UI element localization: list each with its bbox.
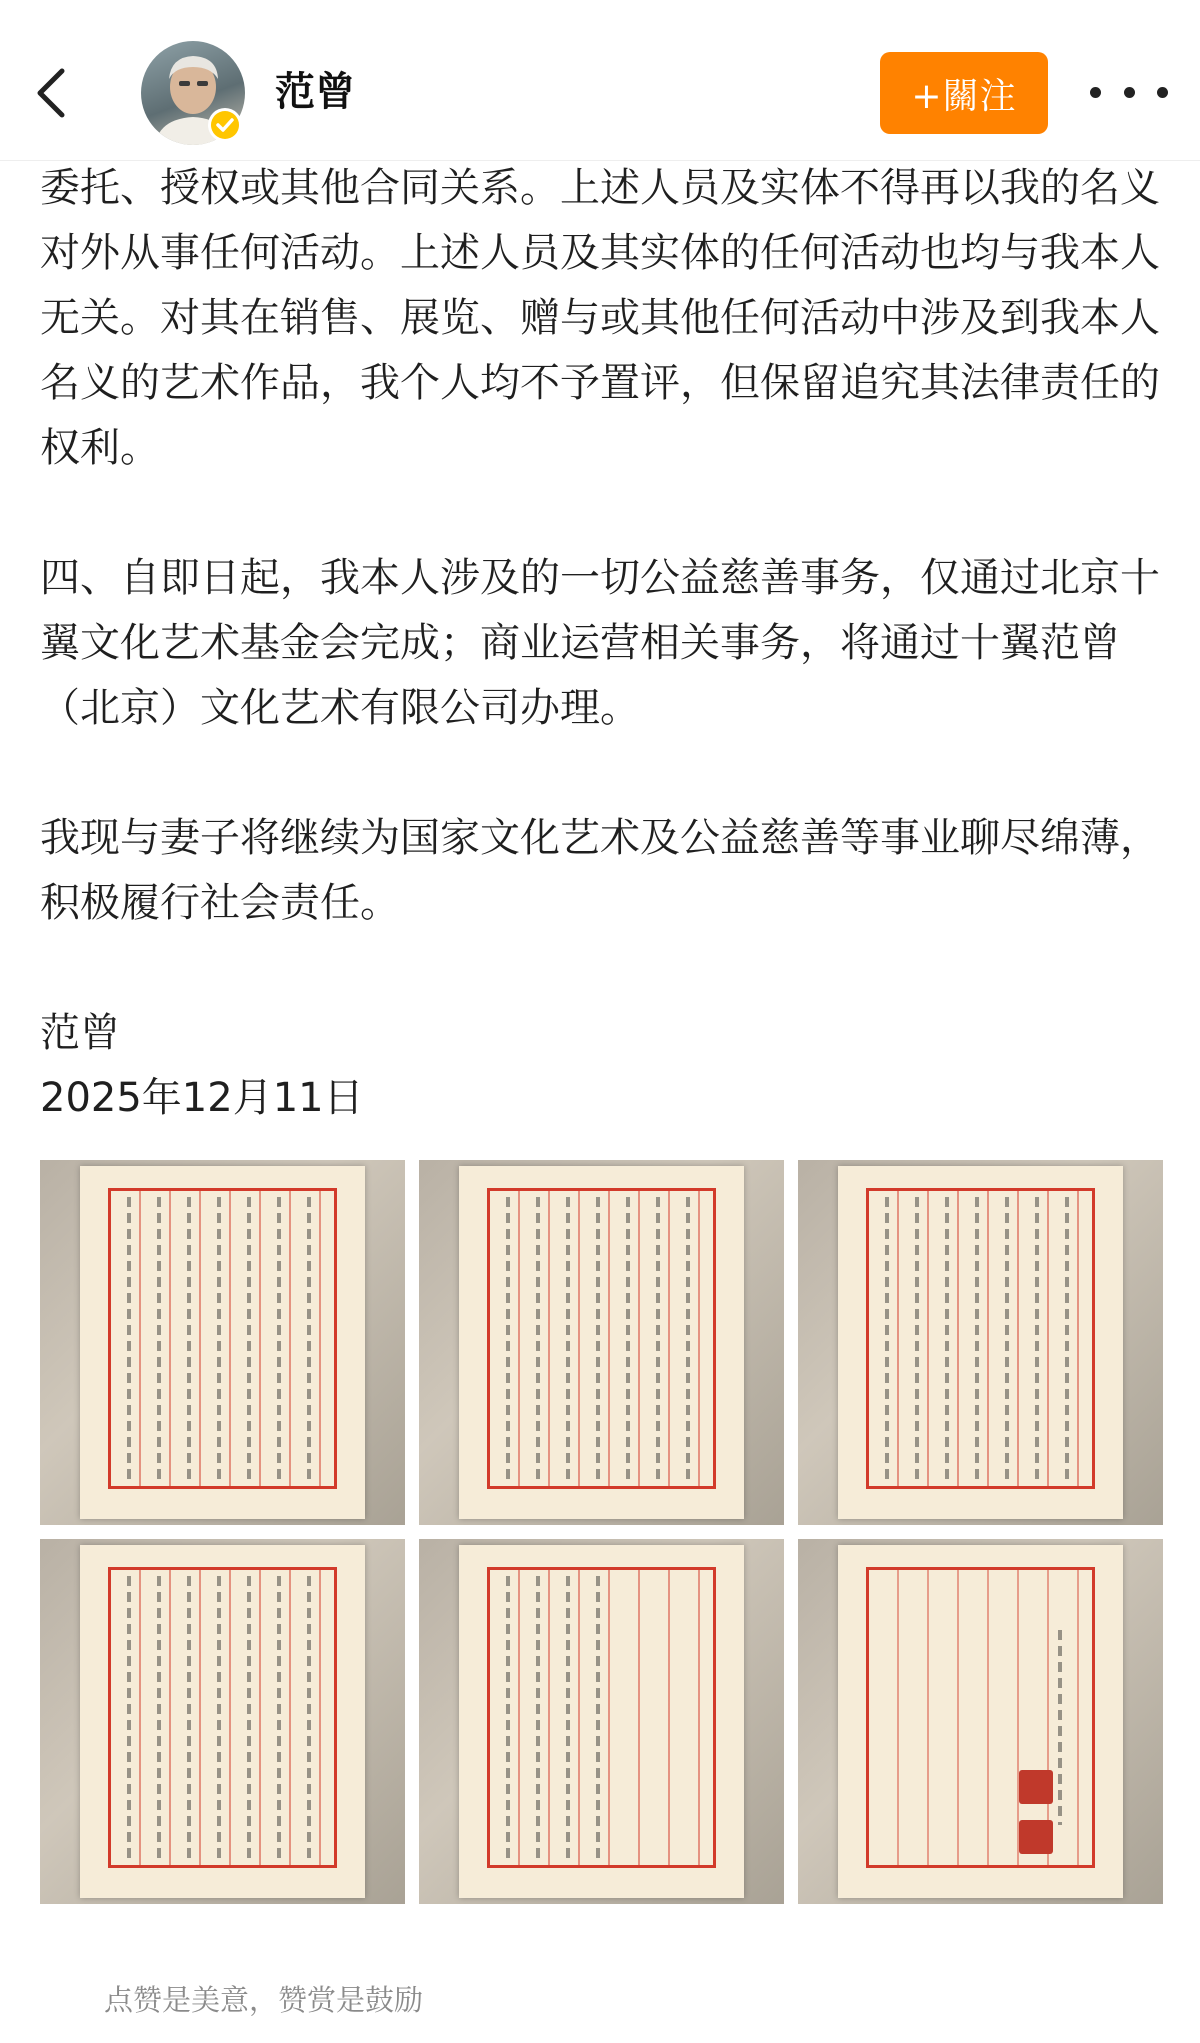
back-button[interactable] — [22, 58, 82, 128]
verified-badge-icon — [210, 110, 240, 140]
author-name[interactable]: 范曾 — [275, 69, 355, 115]
post-date: 2025年12月11日 — [40, 1075, 364, 1121]
follow-button[interactable]: +關注 — [880, 52, 1048, 134]
more-dot-icon — [1157, 87, 1168, 98]
post-paragraph: 我现与妻子将继续为国家文化艺术及公益慈善等事业聊尽绵薄，积极履行社会责任。 — [40, 815, 1160, 926]
more-dot-icon — [1124, 87, 1135, 98]
post-content — [40, 156, 1170, 1131]
letter-page-2[interactable] — [419, 1160, 784, 1525]
image-grid — [40, 1160, 1164, 1904]
more-dot-icon — [1090, 87, 1101, 98]
chevron-left-icon — [32, 67, 72, 119]
more-button[interactable] — [1090, 74, 1168, 110]
post-header — [0, 0, 1200, 161]
letter-page-4[interactable] — [40, 1539, 405, 1904]
letter-page-6-signature[interactable] — [798, 1539, 1163, 1904]
post-paragraph: 四、自即日起，我本人涉及的一切公益慈善事务，仅通过北京十翼文化艺术基金会完成；商业运营相关事务，将通过十翼范曾（北京）文化艺术有限公司办理。 — [40, 555, 1160, 731]
post-signature: 范曾 — [40, 1010, 120, 1056]
red-seal — [1019, 1770, 1053, 1804]
red-seal — [1019, 1820, 1053, 1854]
post-paragraph: 委托、授权或其他合同关系。上述人员及实体不得再以我的名义对外从事任何活动。上述人员及其实体的任何活动也均与我本人无关。对其在销售、展览、赠与或其他任何活动中涉及到我本人名义的艺术作品，我个人均不予置评，但保留追究其法律责任的权利。 — [40, 165, 1160, 471]
letter-page-3[interactable] — [798, 1160, 1163, 1525]
letter-page-1[interactable] — [40, 1160, 405, 1525]
reward-prompt: 点赞是美意，赞赏是鼓励 — [104, 1983, 424, 2017]
verified-badge — [208, 108, 242, 142]
letter-page-5[interactable] — [419, 1539, 784, 1904]
